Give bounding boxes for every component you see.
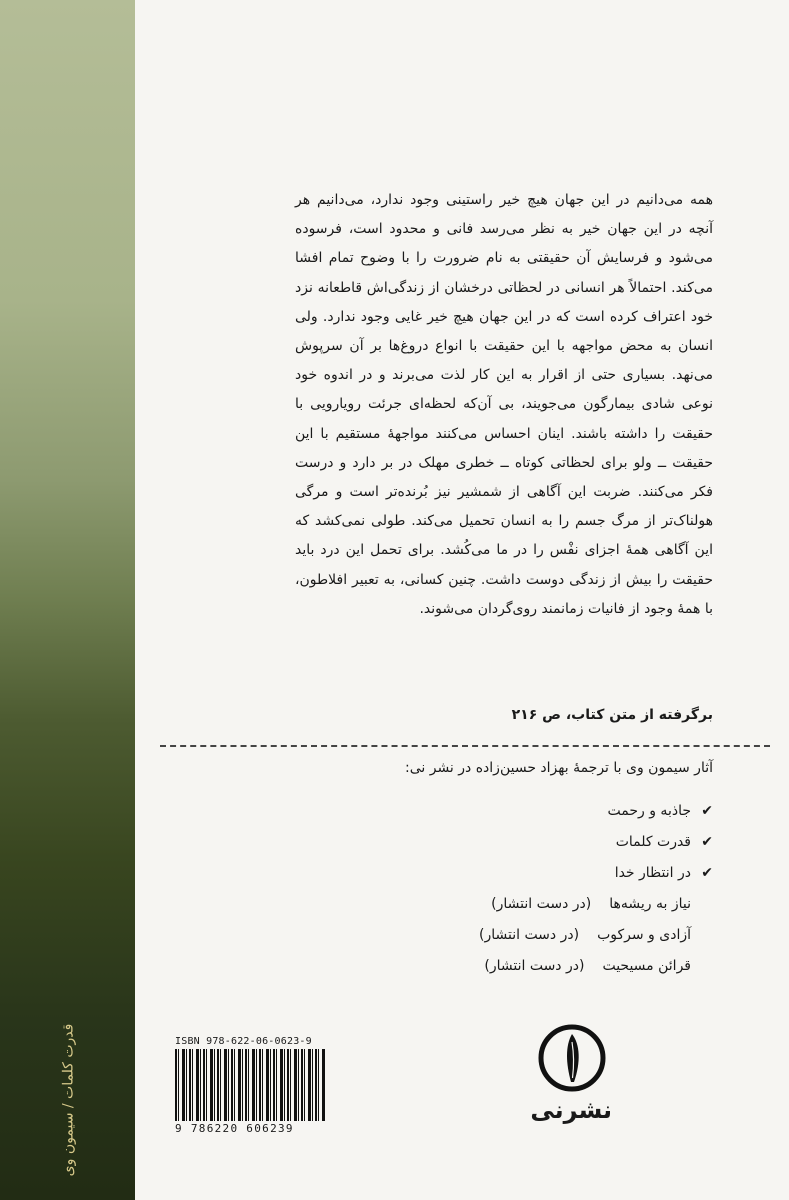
divider: [160, 745, 770, 747]
check-icon: ✔: [701, 865, 713, 881]
list-item: ✔قدرت کلمات: [479, 827, 713, 858]
spine-title: قدرت کلمات / سیمون وی: [60, 1023, 76, 1177]
list-item: قرائن مسیحیت(در دست انتشار): [484, 958, 691, 974]
list-item: ✔جاذبه و رحمت: [479, 796, 713, 827]
publisher-logo: [532, 1022, 612, 1132]
isbn-label: ISBN 978-622-06-0623-9: [175, 1036, 312, 1047]
list-item: نیاز به ریشه‌ها(در دست انتشار): [491, 896, 691, 912]
blurb-source: برگرفته از متن کتاب، ص ۲۱۶: [511, 707, 713, 723]
barcode-digits: 9 786220 606239: [175, 1122, 294, 1135]
list-item: ✔در انتظار خدا: [479, 858, 713, 889]
book-spine: [0, 0, 135, 1200]
works-list: [479, 796, 713, 982]
check-icon: ✔: [701, 834, 713, 850]
works-heading: آثار سیمون وی با ترجمهٔ بهزاد حسین‌زاده در نشر نی:: [404, 760, 713, 776]
publisher-name: نشرنی: [530, 1096, 612, 1124]
barcode: [175, 1036, 325, 1135]
barcode-bars: [175, 1049, 325, 1121]
check-icon: ✔: [701, 803, 713, 819]
publisher-logo-icon: [536, 1022, 608, 1094]
blurb-paragraph: همه می‌دانیم در این جهان هیچ خیر راستینی وجود ندارد، می‌دانیم هر آنچه در این جهان خیر به نظر می‌رسد فانی و محدود است، فرسوده می‌شود و فرسایش آن حقیقتی به نام ضرورت را با وضوح تمام افشا می‌کند. احتمالاً هر انسانی در لحظاتی درخشان از زندگی‌اش قاطعانه نزد خود اعتراف کرده است که در این جهان هیچ خیر غایی وجود ندارد. ولی انسان به محض مواجهه با این حقیقت با انواع دروغ‌ها بر آن سرپوش می‌نهد. بسیاری حتی از اقرار به این کار لذت می‌برند و در اندوه خود نوعی شادی بیمارگون می‌جویند، بی آن‌که لحظه‌ای جرئت رویارویی با حقیقت را داشته باشند. اینان احساس می‌کنند مواجههٔ مستقیم با این حقیقت ــ ولو برای لحظاتی کوتاه ــ خطری مهلک در بر دارد و درست فکر می‌کنند. ضربت این آگاهی از شمشیر نیز بُرنده‌تر است و مرگی هولناک‌تر از مرگ جسم را به انسان تحمیل می‌کند. طولی نمی‌کشد که این آگاهی همهٔ اجزای نفْس را در ما می‌کُشد. برای تحمل این درد باید حقیقت را بیش از زندگی دوست داشت. چنین کسانی، به تعبیر افلاطون، با همهٔ وجود از فانیات زمانمند روی‌گردان می‌شوند.: [295, 192, 713, 617]
blurb-text: [295, 186, 713, 624]
list-item: آزادی و سرکوب(در دست انتشار): [479, 927, 691, 943]
